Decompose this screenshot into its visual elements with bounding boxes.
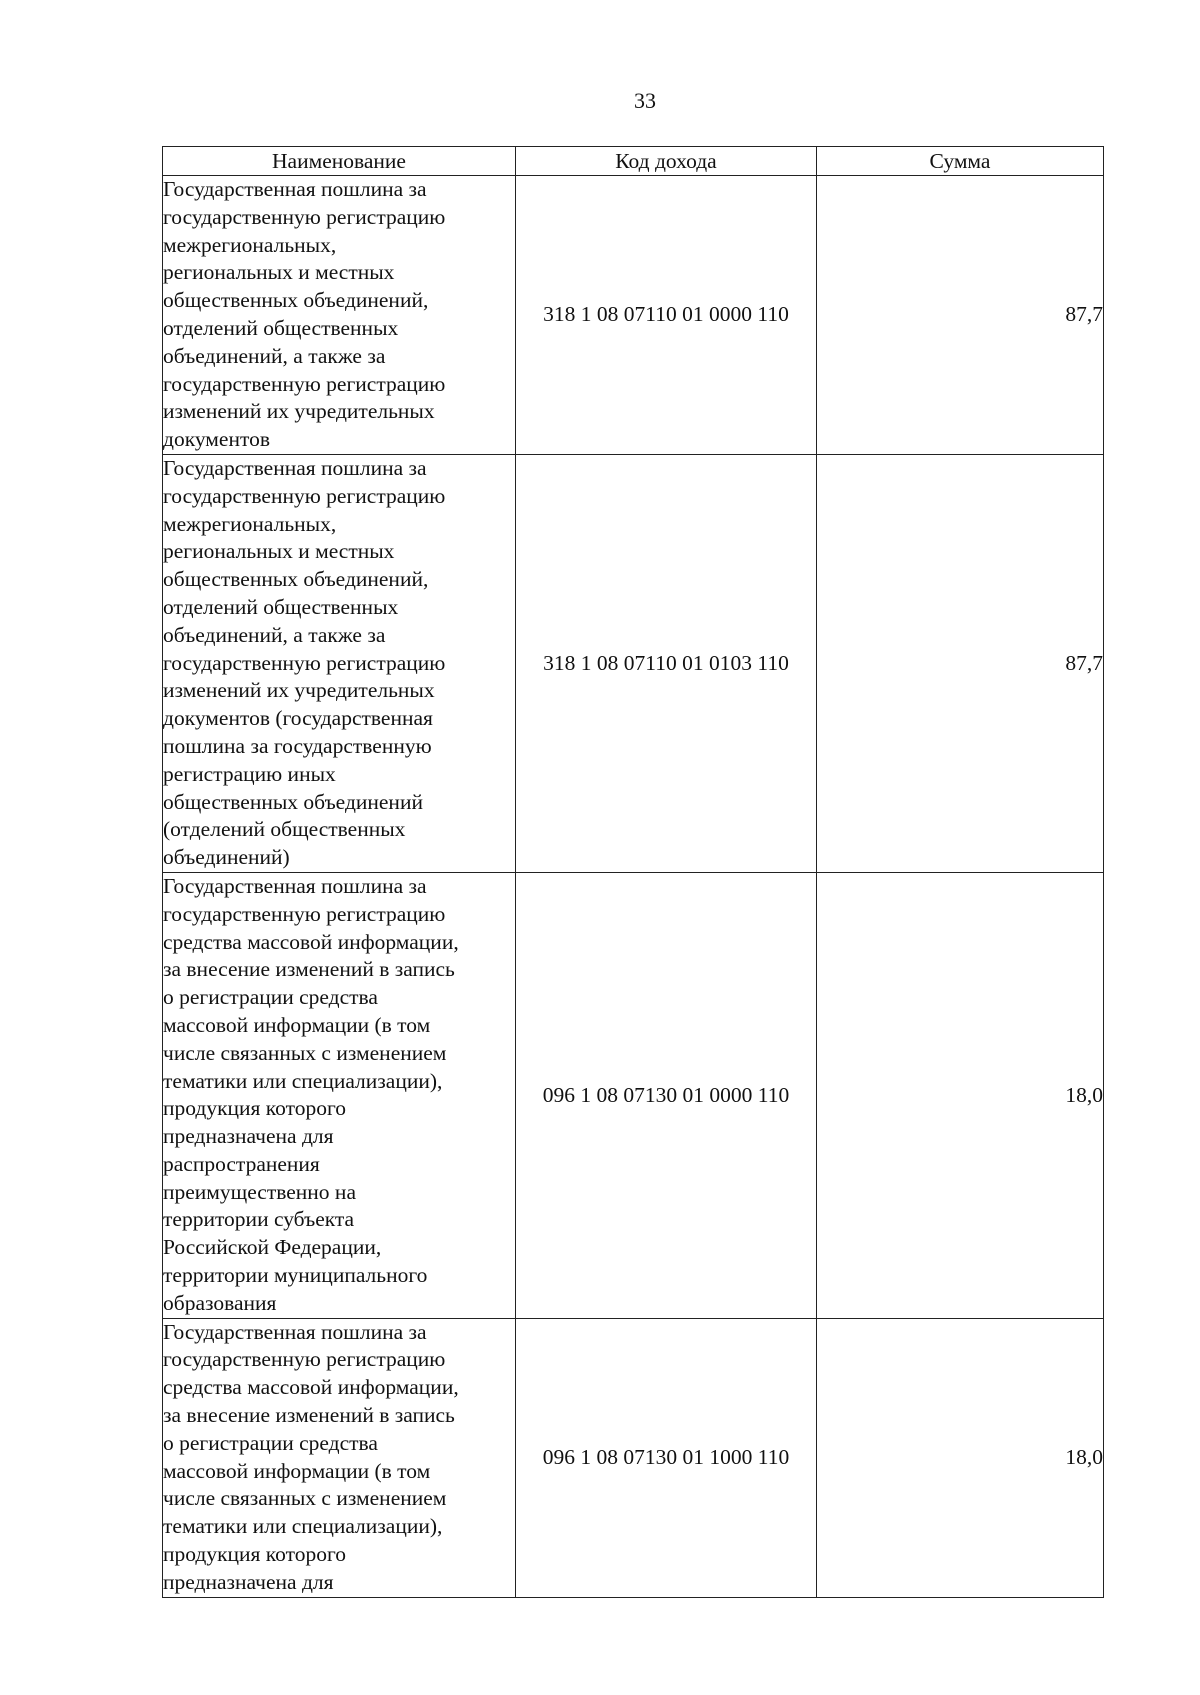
cell-name-line: числе связанных с изменением [163, 1486, 447, 1511]
cell-name-line: изменений их учредительных [163, 399, 435, 424]
cell-name-line: Государственная пошлина за [163, 455, 427, 480]
cell-name-line: межрегиональных, [163, 511, 337, 536]
cell-name-line: изменений их учредительных [163, 678, 435, 703]
cell-sum: 87,7 [817, 176, 1104, 455]
cell-name [163, 454, 516, 872]
table-row [163, 1318, 1104, 1597]
cell-name-line: документов [163, 427, 270, 452]
cell-name-line: образования [163, 1290, 277, 1315]
table-body [163, 176, 1104, 1598]
cell-name-line: общественных объединений, [163, 288, 429, 313]
cell-name-line: о регистрации средства [163, 1430, 378, 1455]
cell-code: 096 1 08 07130 01 0000 110 [516, 872, 817, 1318]
cell-name-line: числе связанных с изменением [163, 1040, 447, 1065]
cell-name-line: государственную регистрацию [163, 371, 446, 396]
table-row [163, 176, 1104, 455]
cell-code: 318 1 08 07110 01 0000 110 [516, 176, 817, 455]
cell-name-line: территории субъекта [163, 1207, 355, 1232]
revenue-table [162, 146, 1104, 1598]
cell-name-line: территории муниципального [163, 1263, 428, 1288]
cell-name-line: предназначена для [163, 1124, 334, 1149]
cell-name [163, 1318, 516, 1597]
table-row [163, 454, 1104, 872]
cell-name-line: общественных объединений [163, 789, 423, 814]
cell-code: 318 1 08 07110 01 0103 110 [516, 454, 817, 872]
cell-name-line: распространения [163, 1151, 320, 1176]
cell-name-line: государственную регистрацию [163, 650, 446, 675]
cell-name-line: продукция которого [163, 1542, 347, 1567]
cell-code: 096 1 08 07130 01 1000 110 [516, 1318, 817, 1597]
cell-name-line: объединений) [163, 845, 290, 870]
cell-name [163, 176, 516, 455]
cell-name-line: государственную регистрацию [163, 483, 446, 508]
cell-name-line: Государственная пошлина за [163, 1319, 427, 1344]
cell-name-line: отделений общественных [163, 594, 399, 619]
cell-name-line: региональных и местных [163, 539, 395, 564]
cell-name [163, 872, 516, 1318]
cell-name-line: массовой информации (в том [163, 1012, 431, 1037]
cell-sum: 18,0 [817, 1318, 1104, 1597]
cell-name-line: государственную регистрацию [163, 1347, 446, 1372]
cell-sum: 87,7 [817, 454, 1104, 872]
cell-name-line: Российской Федерации, [163, 1235, 382, 1260]
cell-name-line: (отделений общественных [163, 817, 406, 842]
cell-name-line: Государственная пошлина за [163, 177, 427, 201]
cell-name-line: тематики или специализации), [163, 1068, 443, 1093]
cell-name-line: тематики или специализации), [163, 1514, 443, 1539]
cell-name-line: средства массовой информации, [163, 1375, 459, 1400]
page-number: 33 [634, 88, 656, 113]
table-header-row [163, 147, 1104, 176]
header-name: Наименование [163, 147, 516, 176]
cell-name-line: межрегиональных, [163, 232, 337, 257]
cell-name-line: предназначена для [163, 1569, 334, 1594]
header-code: Код дохода [516, 147, 817, 176]
cell-name-line: документов (государственная [163, 706, 433, 731]
cell-name-line: массовой информации (в том [163, 1458, 431, 1483]
cell-sum: 18,0 [817, 872, 1104, 1318]
cell-name-line: регистрацию иных [163, 761, 336, 786]
cell-name-line: объединений, а также за [163, 622, 386, 647]
cell-name-line: продукция которого [163, 1096, 347, 1121]
cell-name-line: за внесение изменений в запись [163, 1403, 455, 1428]
cell-name-line: за внесение изменений в запись [163, 957, 455, 982]
cell-name-line: Государственная пошлина за [163, 873, 427, 898]
cell-name-line: пошлина за государственную [163, 733, 432, 758]
cell-name-line: отделений общественных [163, 315, 399, 340]
cell-name-line: преимущественно на [163, 1179, 356, 1204]
header-sum: Сумма [817, 147, 1104, 176]
cell-name-line: о регистрации средства [163, 985, 378, 1010]
cell-name-line: государственную регистрацию [163, 204, 446, 229]
cell-name-line: государственную регистрацию [163, 901, 446, 926]
cell-name-line: общественных объединений, [163, 567, 429, 592]
table-row [163, 872, 1104, 1318]
cell-name-line: региональных и местных [163, 260, 395, 285]
cell-name-line: средства массовой информации, [163, 929, 459, 954]
cell-name-line: объединений, а также за [163, 343, 386, 368]
